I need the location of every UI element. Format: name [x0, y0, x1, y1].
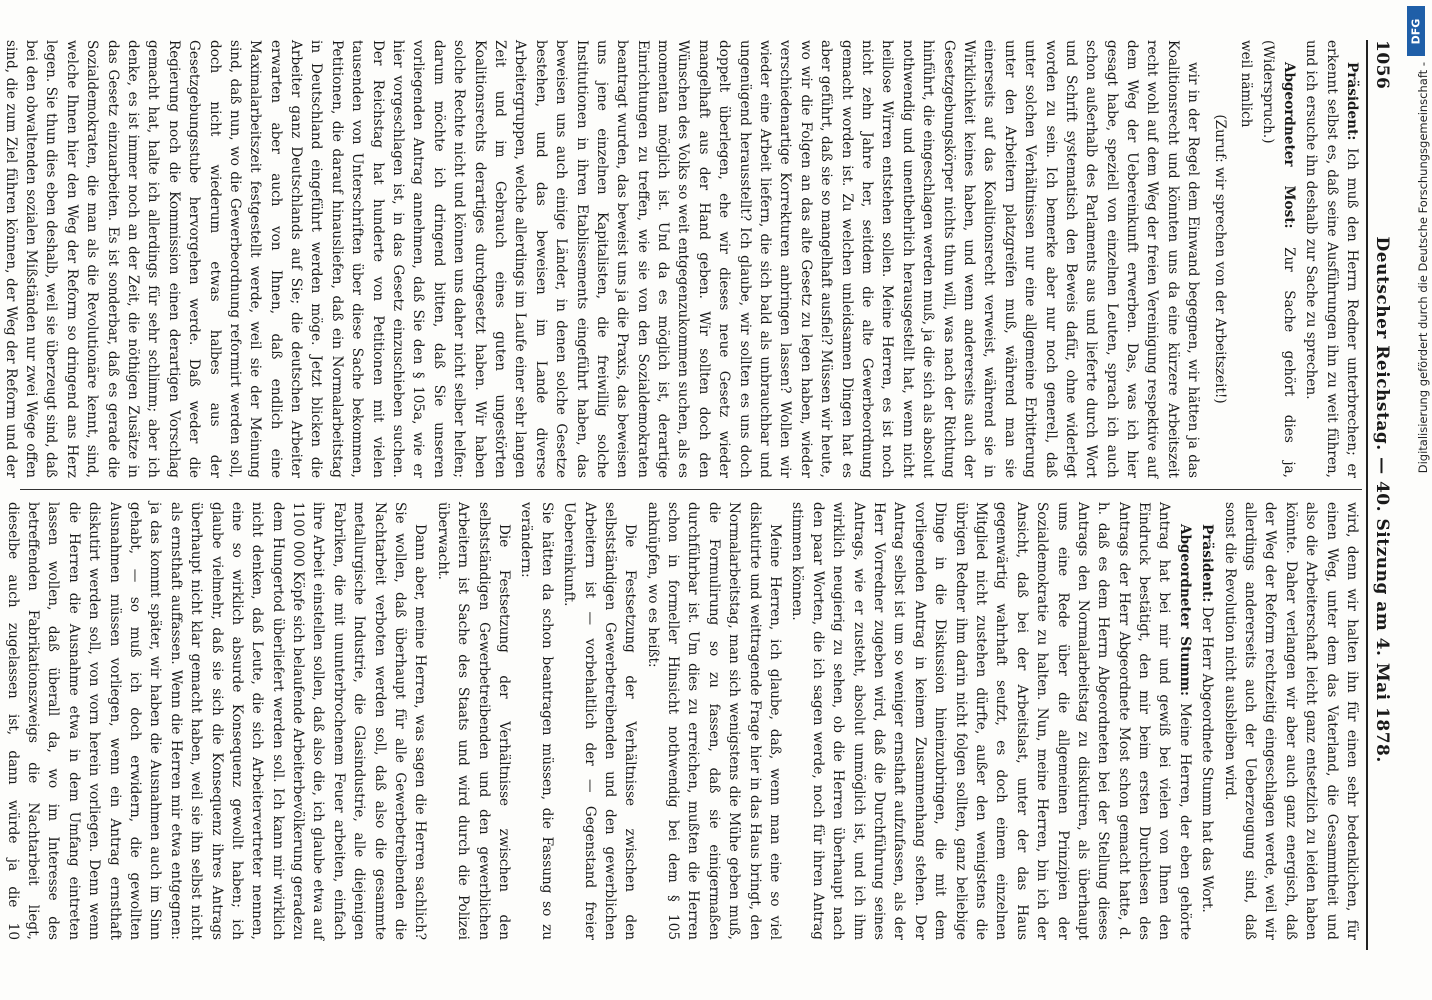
- paragraph-text: wird, denn wir halten ihn für einen sehr bedenklichen, für einen Weg, unter dem das Vaterland, die Gesammtheit und also die Arbeiterschaft leicht ganz entsetzlich zu leiden haben könnte. Daher verlangen wir aber auch ganz energisch, daß der Weg der Reform rechtzeitig eingeschlagen werde, weil wir allerdings andererseits auch der Ueberzeugung sind, daß sonst die Revolution nicht ausbleiben wird.: [1221, 502, 1360, 940]
- speaker-name: Abgeordneter Most:: [1280, 62, 1297, 229]
- paragraph: [1301, 40, 1362, 478]
- paragraph: [1236, 40, 1256, 478]
- dfg-watermark-text: Digitalisierung gefördert durch die Deutsche Forschungsgemeinschaft -: [1416, 62, 1430, 474]
- paragraph: [559, 502, 641, 940]
- paragraph: [642, 502, 785, 940]
- page-title: Deutscher Reichstag. — 40. Sitzung am 4. Mai 1878.: [1372, 236, 1392, 763]
- paragraph: [787, 502, 1195, 940]
- column-divider: [20, 489, 1362, 490]
- paragraph-text: (Zuruf: wir sprechen von der Arbeitszeit!): [1211, 114, 1228, 404]
- paragraph: [1209, 40, 1229, 478]
- paragraph-text: Der Herr Abgeordnete Stumm hat das Wort.: [1199, 606, 1216, 913]
- right-text-column: [4, 502, 1362, 940]
- dfg-watermark: [1406, 6, 1430, 996]
- page-number: 1056: [1372, 40, 1392, 90]
- paragraph-text: Sie hätten da schon beantragen müssen, die Fassung so zu verändern:: [518, 502, 555, 940]
- paragraph: [1219, 502, 1362, 940]
- paragraph-text: Dann aber, meine Herren, was sagen die Herren sachlich? Sie wollen, daß überhaupt für alle Gewerbetreibenden die Nachtarbeit verboten werden soll, daß also die gesammte metallurgische Industrie, die Glasindustrie, alle diejenigen Fabriken, die mit ununterbrochenem Feuer arbeiten, einfach ihre Arbeit einstellen sollen, daß also die, ich glaube etwa auf 1100 000 Köpfe sich belaufende Arbeiterbevölkerung geradezu dem Hungertod überliefert werden soll. Ich kann mir wirklich nicht denken, daß Leute, die sich Arbeitervertreter nennen, eine so wirklich absurde Konsequenz gewollt haben; ich glaube vielmehr, daß sie sich die Konsequenz ihres Antrags überhaupt nicht klar gemacht haben, weil sie ihn selbst nicht als ernsthaft auffassen. Wenn die Herren mir etwa entgegnen: ja das kommt später, wir haben die Ausnahmen auch im Sinn gehabt, — so muß ich doch erwidern, die gewollten Ausnahmen müssen vorliegen, wenn ein Antrag ernsthaft diskutirt werden soll, von vorn herein vorliegen. Denn wenn die Herren die Ausnahme etwa in dem Umfang eintreten lassen wollen, daß überall da, wo im Interesse des betreffenden Fabrikationszweigs die Nachtarbeit liegt, dieselbe auch zugelassen ist, dann würde ja die 10: [4, 502, 429, 940]
- paragraph: [516, 502, 557, 940]
- left-text-column: [2, 40, 1362, 479]
- paragraph: [0, 40, 1203, 478]
- paragraph-text: Ich muß den Herrn Redner unterbrechen; er erkennt selbst es, daß seine Ausführungen ihn zu weit führen, und ich ersuche ihn deshalb zur Sache zu sprechen.: [1303, 40, 1360, 479]
- paragraph-text: wir in der Regel dem Einwand begegnen, wir hätten ja das Koalitionsrecht und könnten uns da eine kürzere Arbeitszeit recht wohl auf dem Weg der freien Vereinigung respektive auf dem Weg der Uebereinkunft erwerben. Das, was ich hier gesagt habe, speziell von einzelnen Leuten, sprach ich auch schon außerhalb des Parlaments aus und lieferte durch Wort und Schrift systematisch den Beweis dafür, ohne widerlegt worden zu sein. Ich bemerke aber nur noch generell, daß unter solchen Verhältnissen nur eine allgemeine Erbitterung unter den Arbeitern platzgreifen muß, während man sie einerseits auf das Koalitionsrecht verweist, während sie in Wirklichkeit keines haben, und wenn andererseits auch der Gesetzgebungskörper nichts thun will, was nach der Richtung hinführt, die eingeschlagen werden muß, ja die sich als absolut nothwendig und unentbehrlich herausgestellt hat, wenn nicht heillose Wirren entstehen sollen. Meine Herren, es ist noch nicht zehn Jahre her, seitdem die alte Gewerbeordnung gemacht worden ist. Zu welchen unleidsamen Dingen hat es aber geführt, daß sie so mangelhaft ausfiel? Müssen wir heute, wo wir die Folgen an das alte Gesetz zu legen haben, wieder verschiedenartige Korrekturen anbringen lassen? Wollen wir wieder eine Arbeit liefern, die sich bald als unbrauchbar und ungenügend herausstellt? Ich glaube, wir sollten es uns doch doppelt überlegen, ehe wir dieses neue Gesetz wieder mangelhaft aus der Hand geben. Wir sollten doch den Wünschen des Volks so weit entgegenzukommen suchen, als es momentan möglich ist. Und da es möglich ist, derartige Einrichtungen zu treffen, wie sie von den Sozialdemokraten beantragt wurden, das beweist uns ja die Praxis, das beweisen uns jene einzelnen Kapitalisten, die freiwillig solche Institutionen in ihren Etablissements eingeführt haben, das beweisen uns auch einige Länder, in denen solche Gesetze bestehen, und das beweisen im Lande diverse Arbeitergruppen, welche allerdings im Laufe einer sehr langen Zeit und im Gebrauch eines guten ungestörten Koalitionsrechts derartiges durchgesetzt haben. Wir haben solche Rechte nicht und können uns daher nicht selber helfen; darum möchte ich dringend bitten, daß Sie unseren vorliegenden Antrag annehmen, daß Sie den § 105a, wie er hier vorgeschlagen ist, in das Gesetz einzuschieben suchen. Der Reichstag hat hunderte von Petitionen mit vielen tausenden von Unterschriften über diese Sache bekommen, Petitionen, die darauf hinausliefen, daß ein Normalarbeitstag in Deutschland eingeführt werden möge. Jetzt blicken die Arbeiter ganz Deutschlands auf Sie; die deutschen Arbeiter erwarten aber auch von Ihnen, daß endlich eine Maximalarbeitszeit festgestellt werde, weil sie der Meinung sind, daß nun, wo die Gewerbeordnung reformirt werden soll, doch nicht wiederum etwas halbes aus der Gesetzgebungsstube hervorgehen werde. Daß weder die Regierung noch die Kommission einen derartigen Vorschlag gemacht hat, halte ich allerdings für sehr schlimm; aber ich denke, es ist immer noch an der Zeit, die nöthigen Zusätze in das Gesetz einzuarbeiten. Es ist sonderbar, daß es gerade die Sozialdemokraten, die man als die Revolutionäre kennt, sind, welche Ihnen hier den Weg der Reform so dringend ans Herz legen. Sie thun dies eben deshalb, weil sie überzeugt sind, daß bei den obwaltenden sozialen Mißständen nur zwei Wege offen sind, die zum Ziel führen können, der Weg der Reform und der: [2, 40, 1202, 478]
- paragraph-text: weil nämlich: [1238, 40, 1255, 128]
- paragraph-text: Zur Sache gehört dies ja, (Widerspruch.): [1260, 40, 1297, 479]
- dfg-logo-text: DFG: [1409, 18, 1423, 44]
- paragraph: [1197, 502, 1217, 940]
- speaker-name: Präsident:: [1344, 62, 1360, 141]
- paragraph: [1258, 40, 1299, 478]
- dfg-logo-icon: [1407, 6, 1425, 56]
- paragraph: [432, 502, 514, 940]
- paragraph-text: Meine Herren, ich glaube, daß, wenn man eine so viel diskutirte und weittragende Frage hier in das Haus bringt, den Normalarbeitstag, man sich wenigstens die Mühe geben muß, die Formulirung so zu fassen, daß sie einigermaßen durchführbar ist. Um dies zu erreichen, mußten die Herren schon in formeller Hinsicht nothwendig bei dem § 105 anknüpfen, wo es heißt:: [644, 502, 784, 940]
- paragraph-text: Meine Herren, der eben gehörte Antrag hat bei mir und gewiß bei vielen von Ihnen den Eindruck bestätigt, den mir beim ersten Durchlesen des Antrags der Herr Abgeordnete Most schon gemacht hatte, d. h. daß es dem Herrn Abgeordneten bei der Stellung dieses Antrags den Normalarbeitstag zu diskutiren, als überhaupt ums eine Rede über die allgemeinen Prinzipien der Sozialdemokratie zu halten. Nun, meine Herren, bin ich der Ansicht, daß bei der Arbeitslast, unter der das Haus gegenwärtig wahrhaft seufzt, es doch einem einzelnen Mitglied nicht zustehen dürfte, außer den wenigstens die übrigen Redner ihm darin nicht folgen sollten, ganz beliebige Dinge in die Diskussion hineinzubringen, die mit dem vorliegenden Antrag in keinem Zusammenhang stehen. Der Antrag selbst ist um so weniger ernsthaft aufzufassen, als der Herr Vorredner zugeben wird, daß die Durchführung seines Antrags, wie er zusteht, absolut unmöglich ist, und ich ihm wirklich neugierig zu sehen, ob die Herren überhaupt nach den paar Worten, die ich sagen werde, noch für ihren Antrag stimmen können.: [789, 502, 1193, 940]
- speaker-name: Abgeordneter Stumm:: [1176, 524, 1193, 697]
- page-header: [1366, 40, 1406, 950]
- paragraph: [0, 502, 430, 940]
- paragraph-text: Die Festsetzung der Verhältnisse zwischen den selbstständigen Gewerbetreibenden und den gewerblichen Arbeitern ist — vorbehaltlich der — Gegenstand freier Uebereinkunft.: [561, 502, 639, 940]
- paragraph-text: Die Festsetzung der Verhältnisse zwischen den selbstständigen Gewerbetreibenden und den gewerblichen Arbeitern ist Sache des Staats und wird durch die Polizei überwacht.: [434, 502, 512, 940]
- speaker-name: Präsident:: [1199, 524, 1216, 603]
